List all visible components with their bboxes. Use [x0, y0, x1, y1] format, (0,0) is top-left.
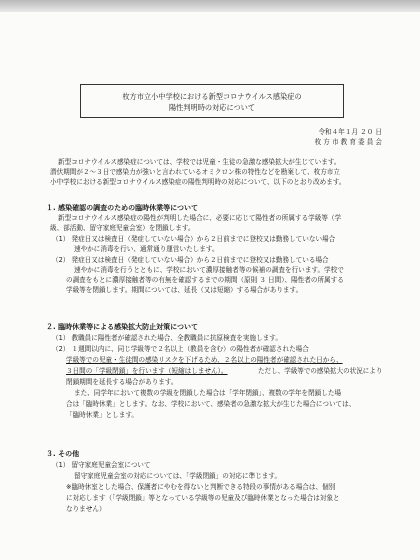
section-2-line: ３日間の「学級閉鎖」を行います（短縮はしません）。 — [66, 367, 228, 375]
section-2-line: 閉鎖期間を延長する場合があります。 — [66, 378, 178, 386]
section-1-line: 速やかに消毒を行うとともに、学校において濃厚接触者等の候補の調査を行います。学校で — [74, 266, 344, 274]
intro-line: 潜伏期間が２～３日で感染力が強いと言われているオミクロン株の特性などを勘案して、枚方市立 — [50, 168, 340, 176]
section-2-item: （1） 教職員に陽性者が確認された場合、全教職員に抗原検査を実施します。 — [52, 334, 282, 342]
intro-line: 小中学校における新型コロナウイルス感染症の陽性判明時の対応について、以下のとおり改めます。 — [50, 178, 346, 186]
section-1-line: 級、部活動、留守家庭児童会室）を閉鎖します。 — [50, 224, 195, 232]
section-3-heading: ３. その他 — [46, 450, 80, 458]
section-1-heading: １. 感染確認の調査のための臨時休業等について — [46, 204, 198, 212]
section-2-item: （2） １週間以内に、同じ学級等で２名以上（教員を含む）の陽性者が確認された場合 — [52, 345, 309, 353]
section-1-item: （2） 発症日又は検査日（発症していない場合）から２日前までに登校又は勤務している場合 — [52, 256, 329, 264]
title-line-2: 陽性判明時の対応について — [168, 103, 256, 112]
section-2-line: 学級等での児童・生徒間の感染リスクを下げるため、２名以上の陽性者が確認された日から、 — [66, 356, 343, 364]
section-1-line: 新型コロナウイルス感染症の陽性が判明した場合に、必要に応じて陽性者の所属する学級等（学 — [58, 214, 342, 222]
document-date: 令和４年１月 ２０ 日 — [318, 128, 382, 136]
section-2-line: また、同学年において複数の学級を閉鎖した場合は「学年閉鎖」、複数の学年を閉鎖した場 — [74, 389, 342, 397]
section-3-line: 留守家庭児童会室の対応については、「学級閉鎖」の対応に準じます。 — [74, 472, 282, 480]
section-2-line: 「臨時休業」とします。 — [66, 411, 139, 419]
section-2-line: ただし、学級等での感染拡大の状況により — [258, 367, 383, 375]
title-line-1: 枚方市立小中学校における新型コロナウイルス感染症の — [122, 92, 302, 101]
section-1-line: 速やかに消毒を行い、通常通り運営いたします。 — [74, 245, 219, 253]
intro-line: 新型コロナウイルス感染症については、学校では児童・生徒の急激な感染拡大が生じています。 — [58, 158, 341, 166]
top-edge — [0, 0, 420, 12]
section-1-line: 学級等を閉鎖します。期間については、延長（又は短縮）する場合があります。 — [66, 286, 303, 294]
section-3-line: に対応します（「学級閉鎖」等となっている学級等の児童及び臨時休業となった場合は対象と — [66, 494, 340, 502]
section-2-heading: ２. 臨時休業等による感染拡大防止対策について — [46, 323, 198, 331]
title-box — [80, 84, 344, 118]
document-issuer: 枚 方 市 教 育 委 員 会 — [314, 138, 382, 146]
section-3-line: なりません） — [66, 505, 106, 513]
section-3-line: ※臨時休室とした場合、保護者にやむを得ないと判断できる特段の事情がある場合は、個別 — [66, 483, 336, 491]
section-1-line: の調査をもとに濃厚接触者等の有無を確認するまでの期間（原則 ３ 日間）、陽性者の所属する — [66, 276, 344, 284]
section-3-item: （1） 留守家庭児童会室について — [52, 461, 151, 469]
section-1-item: （1） 発症日又は検査日（発症していない場合）から２日前までに登校又は勤務していない場合 — [52, 235, 336, 243]
section-2-line: 合は「臨時休業」とします。なお、学校において、感染者の急激な拡大が生じた場合については、 — [66, 400, 356, 408]
